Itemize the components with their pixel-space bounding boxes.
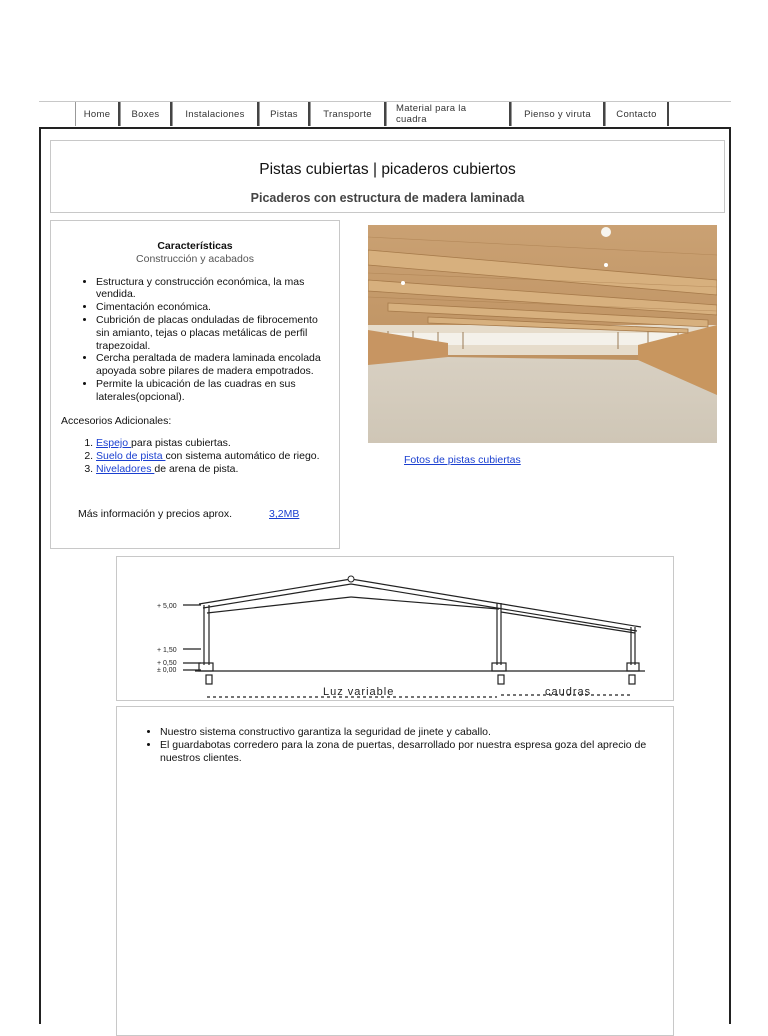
nav-material[interactable]: Material para la cuadra (386, 102, 511, 126)
nav-pistas[interactable]: Pistas (259, 102, 310, 126)
espejo-link[interactable]: Espejo (96, 437, 132, 450)
benefits-box (116, 706, 674, 1036)
benefits-list (117, 726, 670, 764)
arena-photo (368, 225, 717, 443)
title-box (50, 140, 725, 213)
top-nav (75, 102, 669, 126)
features-box (50, 220, 340, 549)
level-label: + 1,50 (157, 647, 177, 654)
list-item: • El guardabotas corredero para la zona de puertas, desarrollado por nuestra espresa goza del aprecio de nuestros clientes. (160, 739, 670, 765)
stalls-label: caudras (545, 686, 592, 698)
page-title: Pistas cubiertas | picaderos cubiertos (259, 161, 516, 178)
span-label: Luz variable (323, 686, 395, 698)
level-label: + 5,00 (157, 603, 177, 610)
list-item: • Cercha peraltada de madera laminada encolada apoyada sobre pilares de madera empotrados. (96, 352, 326, 378)
nav-transporte[interactable]: Transporte (310, 102, 386, 126)
pdf-download-link[interactable]: 3,2MB (269, 508, 300, 520)
nav-pienso[interactable]: Pienso y viruta (511, 102, 605, 126)
accessories-list (51, 437, 326, 475)
list-item (96, 437, 326, 450)
suelo-link[interactable]: Suelo de pista (96, 450, 166, 463)
list-item-text: para pistas cubiertas. (131, 437, 231, 450)
features-subheading: Construcción y acabados (136, 252, 254, 265)
nav-boxes[interactable]: Boxes (120, 102, 172, 126)
structure-diagram (116, 556, 674, 701)
features-heading: Características (157, 240, 233, 252)
list-item: • Nuestro sistema constructivo garantiza la seguridad de jinete y caballo. (160, 726, 670, 739)
list-item (96, 463, 326, 476)
nav-instalaciones[interactable]: Instalaciones (172, 102, 259, 126)
nav-contacto[interactable]: Contacto (605, 102, 669, 126)
accessories-label: Accesorios Adicionales: (61, 414, 172, 427)
nav-home[interactable]: Home (75, 102, 120, 126)
features-list (51, 276, 326, 404)
list-item-text: con sistema automático de riego. (165, 450, 320, 463)
page-subtitle: Picaderos con estructura de madera laminada (250, 191, 525, 205)
list-item: • Cimentación económica. (96, 301, 326, 314)
niveladores-link[interactable]: Niveladores (96, 462, 155, 475)
level-label: ± 0,00 (157, 667, 177, 674)
info-row (78, 508, 328, 521)
info-text: Más información y precios aprox. (78, 508, 233, 520)
photos-link[interactable]: Fotos de pistas cubiertas (404, 454, 521, 466)
list-item: • Estructura y construcción económica, la mas vendida. (96, 276, 326, 302)
list-item: • Cubrición de placas onduladas de fibrocemento sin amianto, tejas o placas metálicas de perfil trapezoidal. (96, 314, 326, 352)
cross-section-drawing (117, 557, 675, 702)
list-item (96, 450, 326, 463)
list-item: • Permite la ubicación de las cuadras en sus laterales(opcional). (96, 378, 326, 404)
level-label: + 0,50 (157, 660, 177, 667)
list-item-text: de arena de pista. (154, 462, 239, 475)
